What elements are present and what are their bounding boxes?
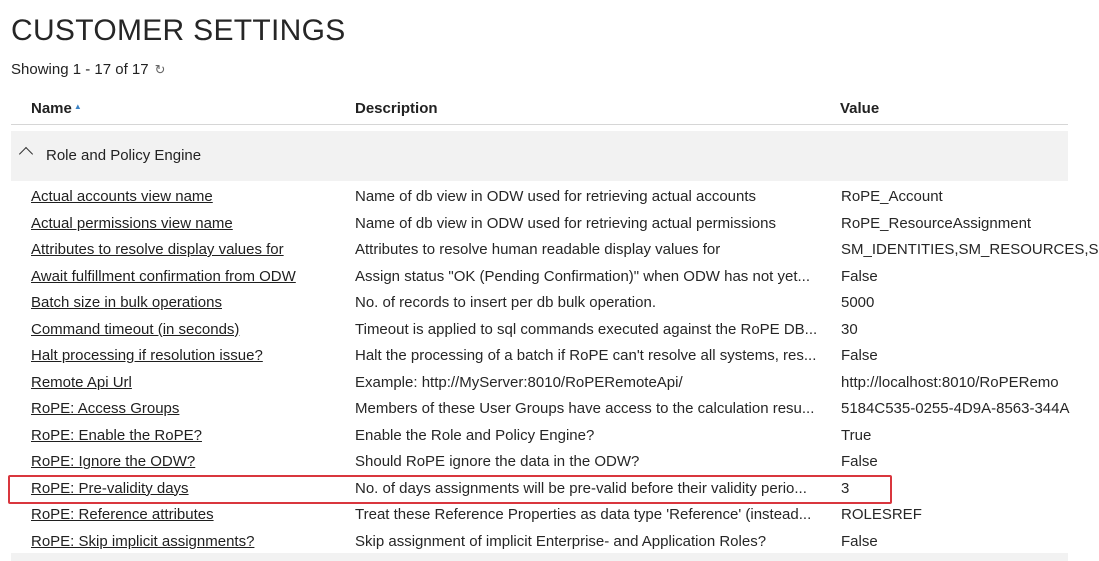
setting-name-link[interactable]: RoPE: Pre-validity days	[31, 479, 189, 497]
setting-name-link[interactable]: Actual permissions view name	[31, 214, 233, 232]
setting-value: 5184C535-0255-4D9A-8563-344A	[841, 400, 1070, 417]
chevron-up-icon[interactable]	[19, 147, 33, 161]
setting-description: No. of records to insert per db bulk operation.	[355, 294, 656, 311]
setting-value: ROLESREF	[841, 506, 922, 523]
sort-ascending-icon: ▲	[73, 102, 82, 111]
setting-value: False	[841, 267, 878, 285]
column-header-name[interactable]	[31, 100, 82, 117]
table-row[interactable]	[11, 502, 1068, 529]
column-header-description[interactable]: Description	[355, 100, 438, 117]
table-bottom-edge	[11, 553, 1068, 561]
setting-description: Name of db view in ODW used for retrieving actual permissions	[355, 214, 776, 232]
group-row-role-and-policy-engine[interactable]	[11, 131, 1068, 181]
page-title: CUSTOMER SETTINGS	[11, 14, 346, 47]
table-row[interactable]	[11, 423, 1068, 450]
setting-description: Members of these User Groups have access to the calculation resu...	[355, 400, 815, 417]
result-count	[11, 61, 166, 78]
setting-description: Enable the Role and Policy Engine?	[355, 426, 595, 444]
setting-value: True	[841, 426, 872, 444]
setting-value: http://localhost:8010/RoPERemo	[841, 373, 1059, 391]
setting-name-link[interactable]: Halt processing if resolution issue?	[31, 347, 263, 364]
setting-value: False	[841, 347, 878, 364]
table-row[interactable]	[11, 529, 1068, 556]
setting-value: False	[841, 453, 878, 470]
table-row[interactable]	[11, 211, 1068, 238]
setting-description: Skip assignment of implicit Enterprise- and Application Roles?	[355, 532, 767, 550]
setting-name-link[interactable]: Command timeout (in seconds)	[31, 320, 240, 338]
setting-description: Should RoPE ignore the data in the ODW?	[355, 453, 640, 470]
setting-value: 30	[841, 320, 858, 338]
setting-name-link[interactable]: Await fulfillment confirmation from ODW	[31, 267, 296, 285]
setting-description: Attributes to resolve human readable display values for	[355, 241, 721, 258]
table-row[interactable]	[11, 370, 1068, 397]
setting-name-link[interactable]: RoPE: Ignore the ODW?	[31, 453, 196, 470]
setting-name-link[interactable]: Actual accounts view name	[31, 188, 213, 205]
setting-value: 5000	[841, 294, 875, 311]
setting-name-link[interactable]: Batch size in bulk operations	[31, 294, 222, 311]
setting-value: SM_IDENTITIES,SM_RESOURCES,S	[841, 241, 1099, 258]
setting-name-link[interactable]: RoPE: Reference attributes	[31, 506, 214, 523]
table-header	[11, 96, 1068, 125]
setting-description: Example: http://MyServer:8010/RoPERemoteApi/	[355, 373, 683, 391]
table-row[interactable]	[11, 237, 1099, 264]
setting-description: Treat these Reference Properties as data type 'Reference' (instead...	[355, 506, 812, 523]
setting-name-link[interactable]: RoPE: Enable the RoPE?	[31, 426, 202, 444]
table-row[interactable]	[11, 449, 1068, 476]
setting-description: Halt the processing of a batch if RoPE can't resolve all systems, res...	[355, 347, 817, 364]
group-label: Role and Policy Engine	[46, 147, 202, 164]
setting-name-link[interactable]: Remote Api Url	[31, 373, 132, 391]
result-count-label: Showing 1 - 17 of 17	[11, 61, 149, 78]
table-row[interactable]	[11, 317, 1068, 344]
table-row[interactable]	[11, 290, 1068, 317]
setting-description: Name of db view in ODW used for retrieving actual accounts	[355, 188, 757, 205]
column-header-name-label: Name	[31, 100, 72, 117]
refresh-icon[interactable]: ↻	[154, 62, 166, 77]
setting-name-link[interactable]: RoPE: Access Groups	[31, 400, 180, 417]
setting-name-link[interactable]: Attributes to resolve display values for	[31, 241, 284, 258]
setting-description: No. of days assignments will be pre-valid before their validity perio...	[355, 479, 807, 497]
table-row[interactable]	[11, 396, 1068, 423]
table-row[interactable]	[11, 264, 1068, 291]
setting-value: 3	[841, 479, 850, 497]
table-row[interactable]	[11, 184, 1068, 211]
table-row[interactable]	[11, 343, 1068, 370]
setting-value: RoPE_Account	[841, 188, 943, 205]
table-body	[11, 184, 1099, 555]
table-row[interactable]	[11, 476, 1068, 503]
column-header-value[interactable]: Value	[840, 100, 880, 117]
setting-value: False	[841, 532, 878, 550]
setting-value: RoPE_ResourceAssignment	[841, 214, 1032, 232]
setting-description: Timeout is applied to sql commands executed against the RoPE DB...	[355, 320, 818, 338]
setting-description: Assign status "OK (Pending Confirmation)" when ODW has not yet...	[355, 267, 811, 285]
setting-name-link[interactable]: RoPE: Skip implicit assignments?	[31, 532, 255, 550]
